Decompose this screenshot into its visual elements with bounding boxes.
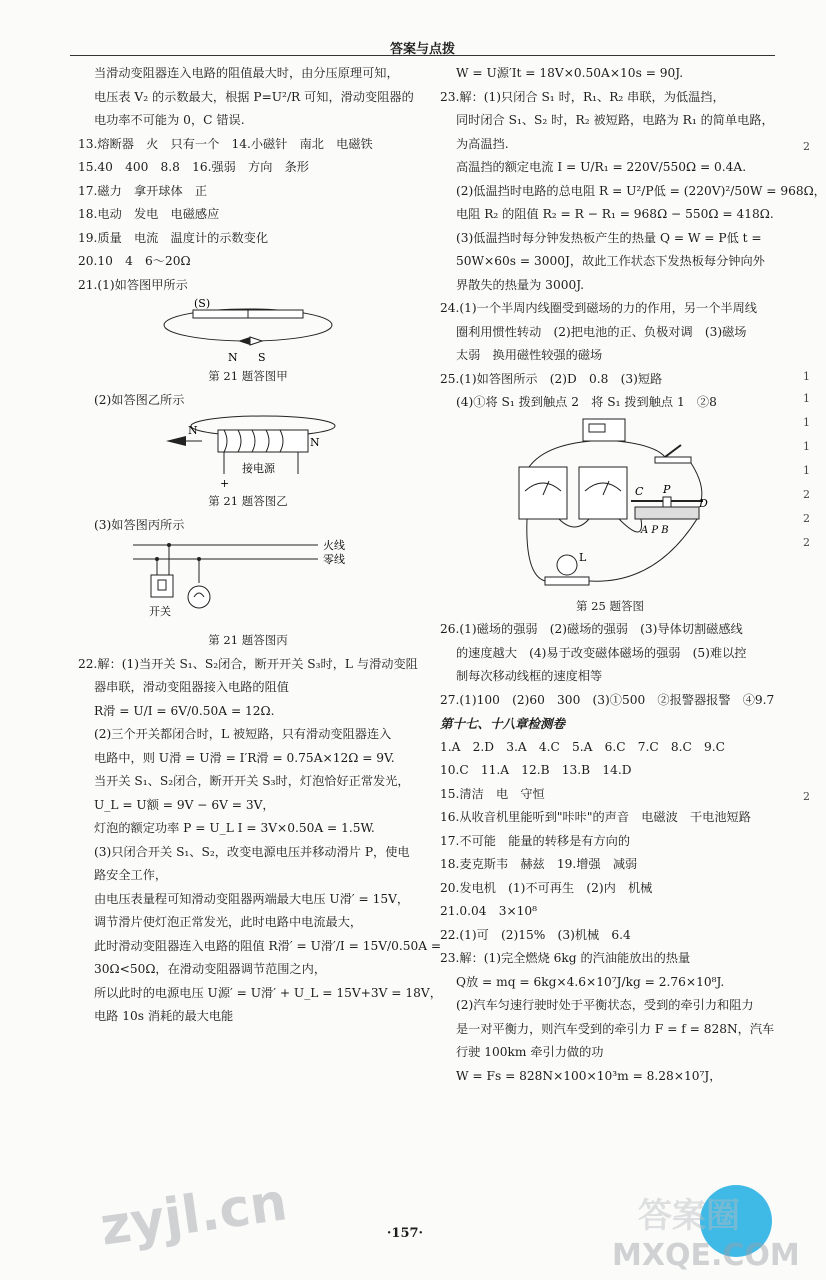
answer-line: 太弱 换用磁性较强的磁场 [456,348,603,362]
fig-jia-label-n: N [228,351,238,364]
answer-line: 25.(1)如答图所示 (2)D 0.8 (3)短路 [440,371,663,386]
solution-line: 电路中，则 U滑 = U滑 = I′R滑 = 0.75A×12Ω = 9V. [94,750,395,765]
text-line: 当滑动变阻器连入电路的阻值最大时，由分压原理可知， [94,66,399,80]
header-rule [70,55,775,56]
solution-line: (3)只闭合开关 S₁、S₂，改变电源电压并移动滑片 P，使电 [94,844,410,859]
solution-line: 器串联，滑动变阻器接入电路的阻值 [94,680,289,694]
answer-line: 19.质量 电流 温度计的示数变化 [78,230,269,245]
solution-line: 30Ω<50Ω，在滑动变阻器调节范围之内， [94,962,327,976]
solution-line: Q放 = mq = 6kg×4.6×10⁷J/kg = 2.76×10⁸J. [456,974,725,989]
figure-bing-household-circuit [123,537,373,629]
solution-line: 23.解：(1)只闭合 S₁ 时，R₁、R₂ 串联，为低温挡， [440,89,725,104]
answer-line: 13.熔断器 火 只有一个 14.小磁针 南北 电磁铁 [78,136,373,151]
answer-line: 20.发电机 (1)不可再生 (2)内 机械 [440,880,653,895]
section-title: 第十七、十八章检测卷 [440,716,566,731]
figure-yi-solenoid [158,412,338,490]
fig25-label-c: C [635,484,644,498]
answer-line: 18.麦克斯韦 赫兹 19.增强 减弱 [440,857,638,871]
solution-line: 50W×60s = 3000J，故此工作状态下发热板每分钟向外 [456,254,765,268]
fig-yi-label-power: 接电源 [242,462,275,475]
answer-line: 15.清洁 电 守恒 [440,786,545,801]
figure-caption: 第 21 题答图甲 [208,369,288,383]
answer-line: 15.40 400 8.8 16.强弱 方向 条形 [78,160,309,174]
edge-mark: 2 [803,512,810,525]
edge-mark: 1 [803,464,810,477]
watermark-mxqe: MXQE.COM [612,1238,800,1273]
figure-caption: 第 21 题答图丙 [208,633,288,647]
edge-mark: 2 [803,790,810,803]
edge-mark: 1 [803,416,810,429]
fig25-label-l: L [579,550,587,564]
fig-yi-label-left-n: N [188,424,198,437]
answer-line: 26.(1)磁场的强弱 (2)磁场的强弱 (3)导体切割磁感线 [440,622,743,636]
left-column [78,62,442,1029]
text-line: 电压表 V₂ 的示数最大，根据 P=U²/R 可知，滑动变阻器的 [94,89,414,104]
answer-line: 17.不可能 能量的转移是有方向的 [440,833,631,848]
answer-line: 制每次移动线框的速度相等 [456,669,603,683]
solution-line: W = U源′It = 18V×0.50A×10s = 90J. [456,66,684,80]
solution-line: 电阻 R₂ 的阻值 R₂ = R − R₁ = 968Ω − 550Ω = 418Ω. [456,207,774,221]
figure-caption: 第 21 题答图乙 [208,494,288,508]
text-line: (3)如答图丙所示 [94,517,185,532]
edge-mark: 2 [803,488,810,501]
answer-line: 21.0.04 3×10⁸ [440,904,538,918]
solution-line: 路安全工作， [94,868,168,882]
solution-line: 调节滑片使灯泡正常发光，此时电路中电流最大， [94,915,363,929]
solution-line: (2)汽车匀速行驶时处于平衡状态，受到的牵引力和阻力 [456,998,754,1012]
fig-bing-label-neutral: 零线 [323,553,345,566]
fig25-label-d: D [699,496,708,510]
figure-jia-compass-magnet [158,297,338,365]
answer-line: 20.10 4 6～20Ω [78,254,191,268]
solution-line: U_L = U额 = 9V − 6V = 3V， [94,797,275,812]
answer-line: 27.(1)100 (2)60 300 (3)①500 ②报警器报警 ④9.7 [440,692,775,707]
fig-yi-label-right-n: N [310,436,320,449]
fig-yi-label-plus: + [220,477,230,490]
edge-mark: 1 [803,370,810,383]
answer-line: 22.(1)可 (2)15% (3)机械 6.4 [440,927,631,942]
answer-line: 圈利用惯性转动 (2)把电池的正、负极对调 (3)磁场 [456,324,747,339]
answer-line: 18.电动 发电 电磁感应 [78,207,220,221]
answer-line: 的速度越大 (4)易于改变磁体磁场的强弱 (5)难以控 [456,645,747,660]
figure-25-circuit-apparatus [505,415,715,595]
fig25-label-apb: A P B [641,524,669,536]
watermark-zyjl: zyjl.cn [96,1172,291,1258]
solution-line: 22.解：(1)当开关 S₁、S₂闭合，断开开关 S₃时，L 与滑动变阻 [78,656,418,671]
answer-line: 16.从收音机里能听到"咔咔"的声音 电磁波 干电池短路 [440,810,751,824]
fig-bing-label-live: 火线 [323,539,345,552]
solution-line: R滑 = U/I = 6V/0.50A = 12Ω. [94,703,275,718]
answer-line: 1.A 2.D 3.A 4.C 5.A 6.C 7.C 8.C 9.C [440,739,725,754]
solution-line: 当开关 S₁、S₂闭合，断开开关 S₃时，灯泡恰好正常发光， [94,774,410,788]
solution-line: W = Fs = 828N×100×10³m = 8.28×10⁷J， [456,1068,722,1083]
solution-line: 界散失的热量为 3000J. [456,277,585,292]
fig25-label-p: P [663,482,671,496]
right-column [440,62,826,1088]
text-line: (2)如答图乙所示 [94,392,185,407]
edge-mark: 1 [803,440,810,453]
solution-line: 灯泡的额定功率 P = U_L I = 3V×0.50A = 1.5W. [94,821,375,835]
page-number: ·157· [386,1226,424,1241]
solution-line: 电路 10s 消耗的最大电能 [94,1009,234,1023]
text-line: 电功率不可能为 0，C 错误. [94,113,245,127]
fig-jia-label-s: S [258,351,266,364]
solution-line: 是一对平衡力，则汽车受到的牵引力 F = f = 828N，汽车 [456,1021,775,1036]
solution-line: 此时滑动变阻器连入电路的阻值 R滑′ = U滑′/I = 15V/0.50A = [94,938,442,953]
solution-line: 23.解：(1)完全燃烧 6kg 的汽油能放出的热量 [440,951,691,965]
solution-line: (2)低温挡时电路的总电阻 R = U²/P低 = (220V)²/50W = 968Ω， [456,183,826,198]
answer-line: 17.磁力 拿开球体 正 [78,183,208,198]
fig-bing-label-switch: 开关 [149,605,171,618]
solution-line: 高温挡的额定电流 I = U/R₁ = 220V/550Ω = 0.4A. [456,160,747,174]
edge-mark: 2 [803,140,810,153]
watermark-badge-text: 答案圈 [638,1196,740,1236]
solution-line: (3)低温挡时每分钟发热板产生的热量 Q = W = P低 t = [456,230,762,245]
solution-line: (2)三个开关都闭合时，L 被短路，只有滑动变阻器连入 [94,727,392,741]
solution-line: 行驶 100km 牵引力做的功 [456,1045,604,1059]
answer-line: 24.(1)一个半周内线圈受到磁场的力的作用，另一个半周线 [440,301,757,315]
edge-mark: 1 [803,392,810,405]
solution-line: 由电压表量程可知滑动变阻器两端最大电压 U滑′ = 15V， [94,891,410,906]
solution-line: 为高温挡. [456,136,509,151]
solution-line: 所以此时的电源电压 U源′ = U滑′ + U_L = 15V+3V = 18V， [94,985,442,1000]
answer-line: 21.(1)如答图甲所示 [78,277,188,292]
answer-line: (4)①将 S₁ 拨到触点 2 将 S₁ 拨到触点 1 ②8 [456,395,717,409]
fig-jia-label-s-top: (S) [194,297,211,310]
page-header: 答案与点拨 [389,42,455,57]
edge-mark: 2 [803,536,810,549]
figure-caption: 第 25 题答图 [576,598,644,613]
solution-line: 同时闭合 S₁、S₂ 时，R₂ 被短路，电路为 R₁ 的简单电路， [456,113,774,127]
answer-line: 10.C 11.A 12.B 13.B 14.D [440,763,632,777]
